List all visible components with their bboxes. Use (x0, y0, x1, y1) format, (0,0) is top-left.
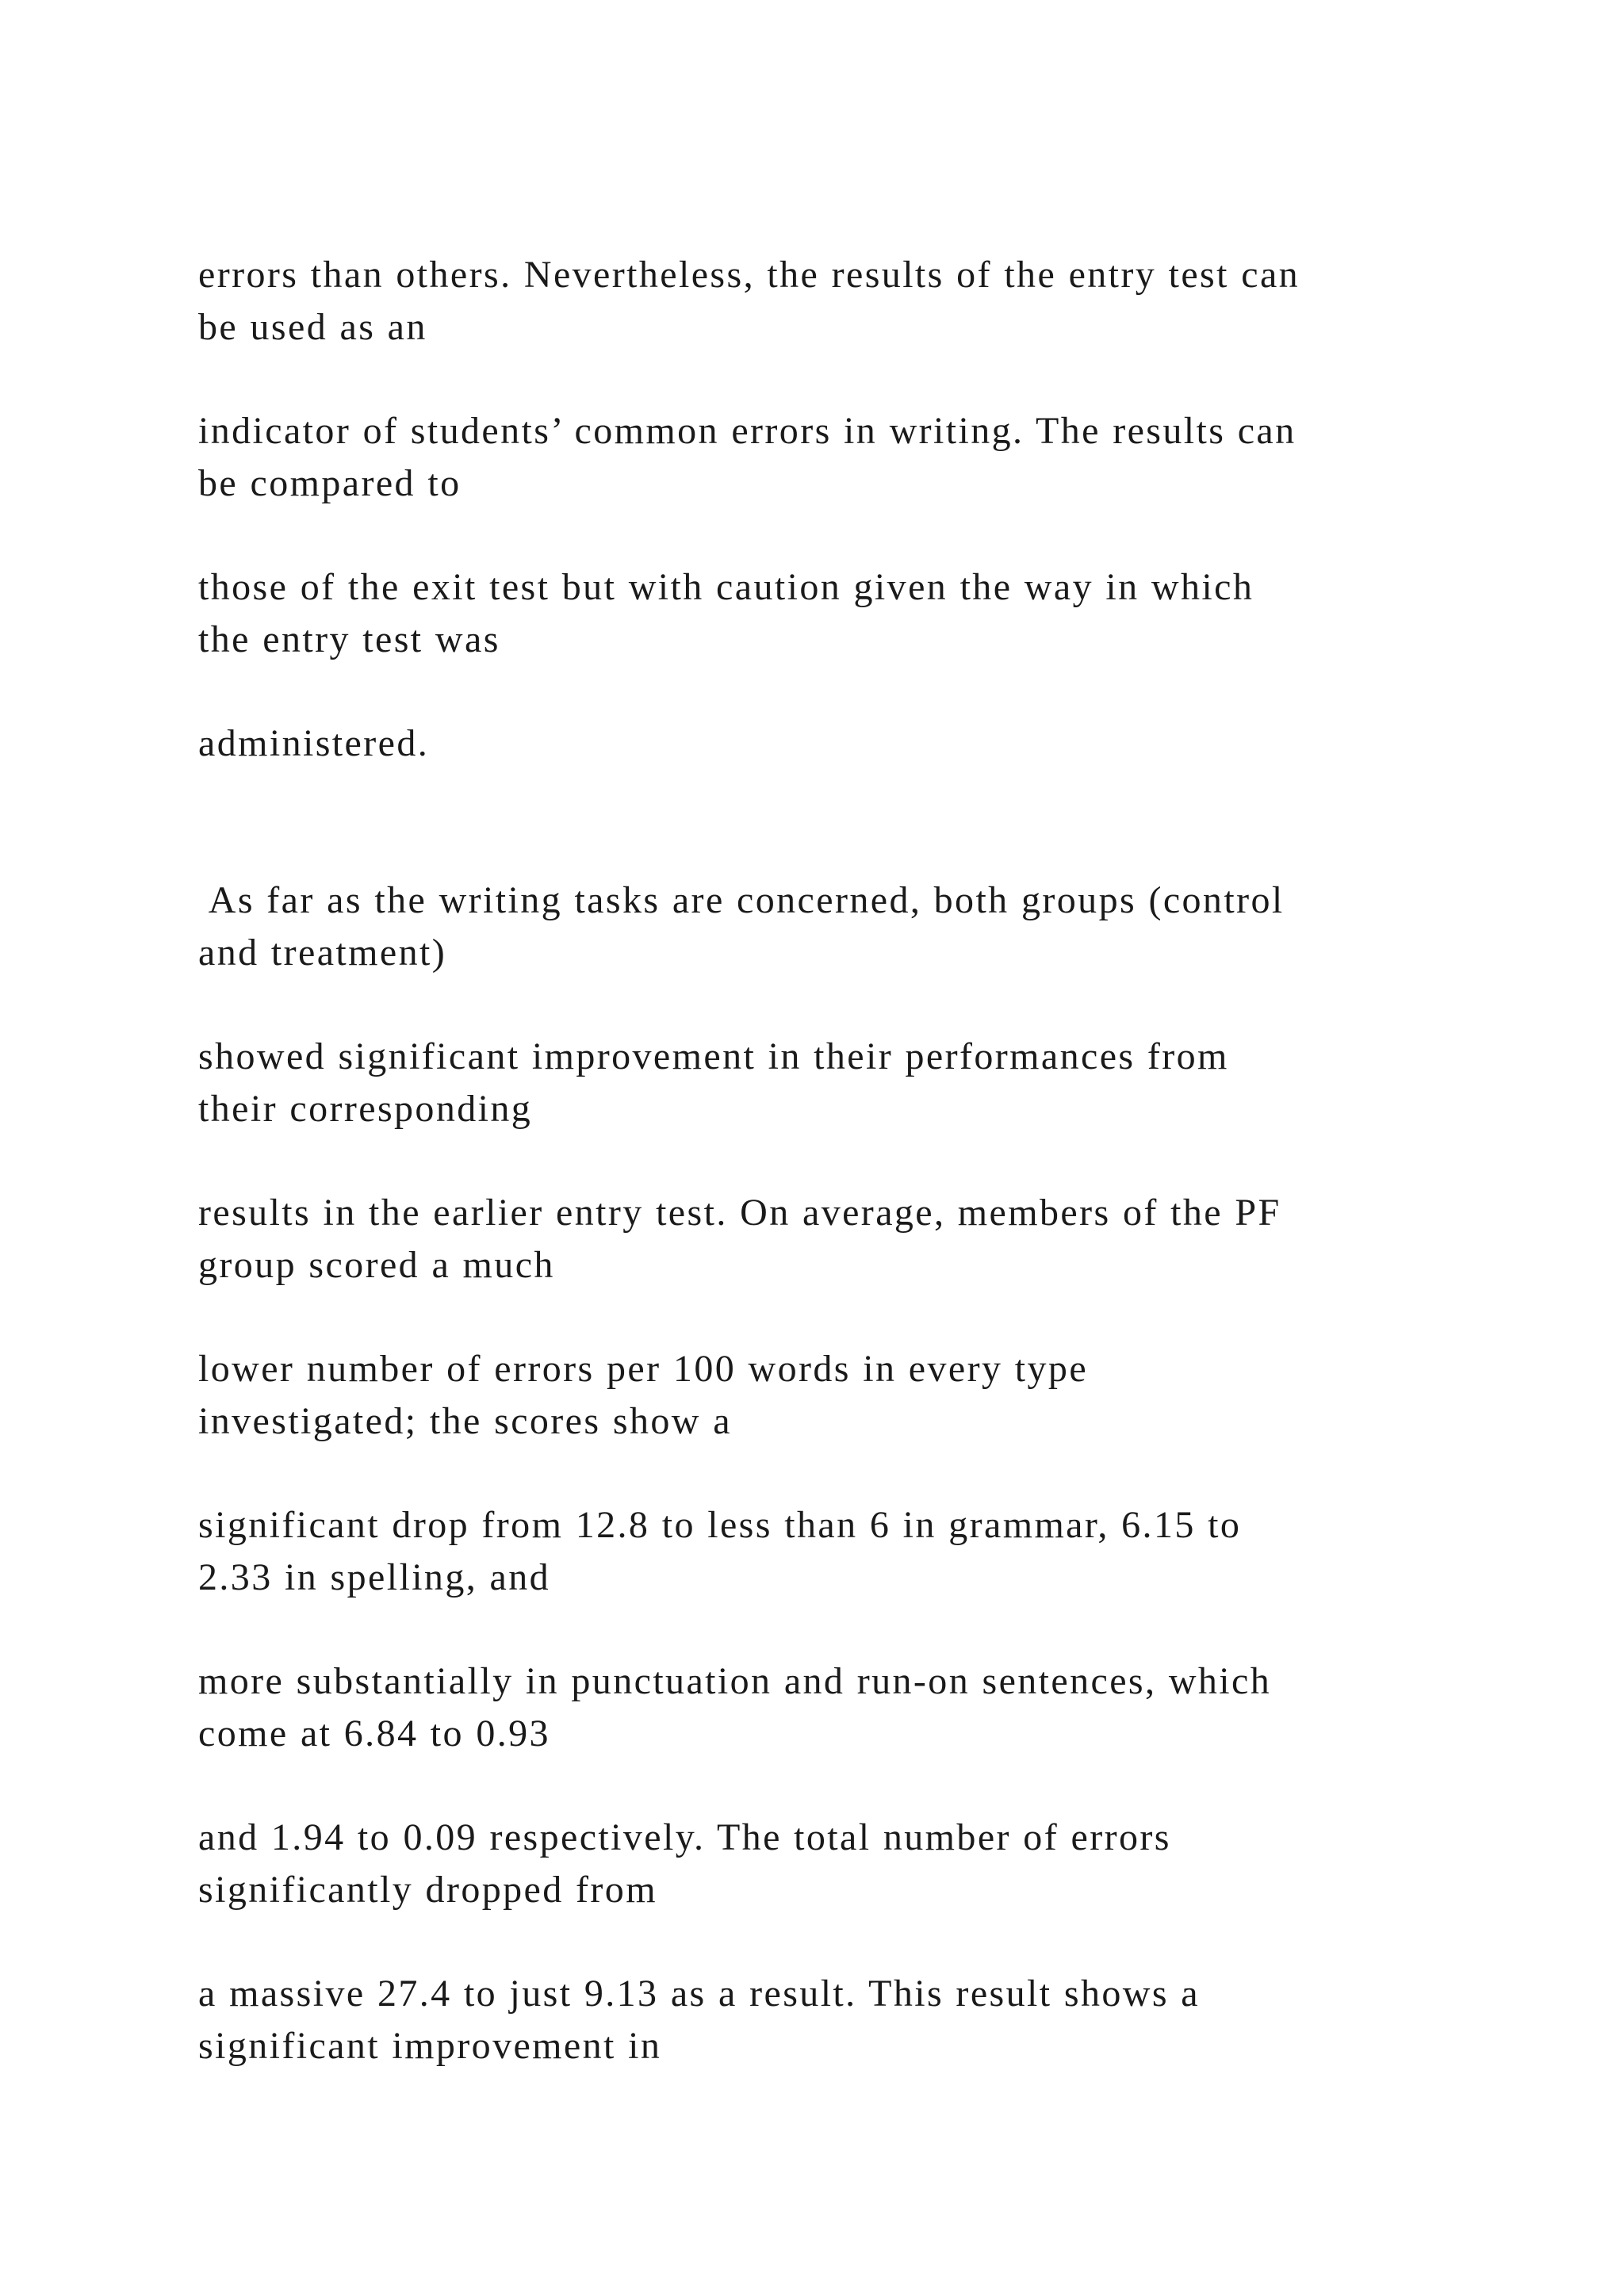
text-line: errors than others. Nevertheless, the results of the entry test can (198, 254, 1300, 296)
text-line: be used as an (198, 306, 427, 348)
text-line: significant drop from 12.8 to less than 6 in grammar, 6.15 to (198, 1504, 1242, 1546)
text-line: showed significant improvement in their performances from (198, 1035, 1229, 1077)
paragraph (198, 1343, 1483, 1448)
paragraph (198, 1812, 1483, 1916)
paragraph (198, 874, 1483, 979)
text-line: and 1.94 to 0.09 respectively. The total number of errors (198, 1816, 1171, 1858)
text-line: lower number of errors per 100 words in every type (198, 1348, 1089, 1390)
text-line: come at 6.84 to 0.93 (198, 1712, 550, 1755)
text-line: and treatment) (198, 932, 447, 974)
text-line: results in the earlier entry test. On average, members of the PF (198, 1192, 1281, 1234)
text-line: be compared to (198, 462, 462, 504)
text-line: indicator of students’ common errors in writing. The results can (198, 410, 1297, 452)
text-line: group scored a much (198, 1244, 555, 1286)
paragraph (198, 1968, 1483, 2072)
text-line: the entry test was (198, 618, 500, 660)
text-line: administered. (198, 722, 430, 764)
text-line: those of the exit test but with caution given the way in which (198, 566, 1254, 608)
paragraph (198, 1655, 1483, 1760)
text-line: their corresponding (198, 1088, 533, 1130)
paragraph (198, 1031, 1483, 1135)
text-line: 2.33 in spelling, and (198, 1556, 551, 1598)
text-line: more substantially in punctuation and run-on sentences, which (198, 1660, 1272, 1702)
text-line: a massive 27.4 to just 9.13 as a result. This result shows a (198, 1973, 1200, 2015)
paragraph (198, 561, 1483, 666)
paragraph (198, 718, 1483, 770)
paragraph (198, 1499, 1483, 1604)
paragraph (198, 405, 1483, 510)
paragraph (198, 249, 1483, 354)
paragraph (198, 1187, 1483, 1292)
text-line: investigated; the scores show a (198, 1400, 732, 1442)
text-line: significant improvement in (198, 2025, 662, 2067)
text-line: significantly dropped from (198, 1869, 657, 1911)
text-line: As far as the writing tasks are concerned, both groups (control (198, 879, 1285, 921)
